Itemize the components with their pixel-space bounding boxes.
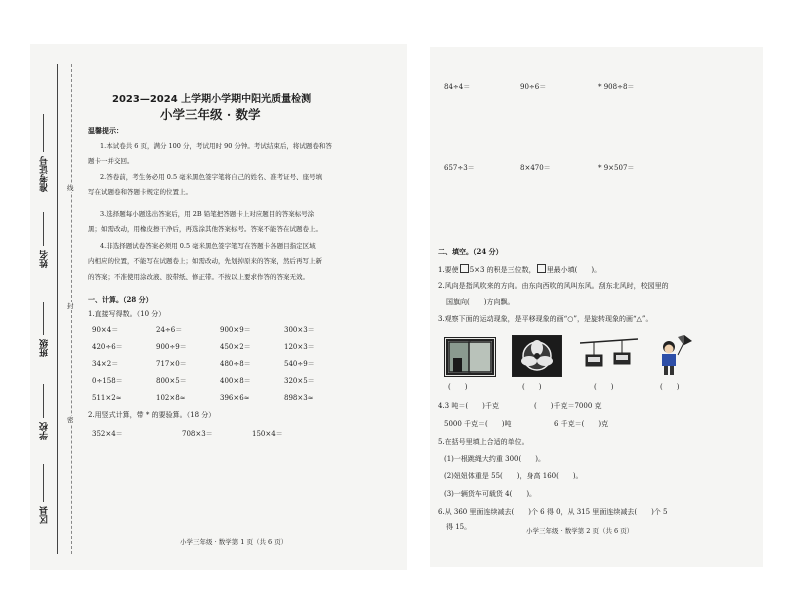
notice-line: 1.本试卷共 6 页，满分 100 分，考试用时 90 分钟。考试结束后，将试题卷和答 xyxy=(100,142,332,150)
vertical-calc-item: * 9×507＝ xyxy=(598,164,635,172)
rotating-fan-icon xyxy=(513,336,561,376)
notice-line: 3.选择题每小题选出答案后，用 2B 铅笔把答题卡上对应题目的答案标号涂 xyxy=(100,210,315,218)
vertical-calc-item: 708×3＝ xyxy=(182,430,213,438)
notice-heading: 温馨提示： xyxy=(88,126,123,135)
school-blank xyxy=(43,384,44,418)
fill-q5-item: (1)一根跳绳大约重 300( )。 xyxy=(444,455,545,463)
exam-no-label: 准考证号 xyxy=(40,156,50,192)
oral-calc-item: 900×9＝ xyxy=(220,326,251,334)
oral-calc-item: 450×2＝ xyxy=(220,343,251,351)
answer-blank[interactable]: ( ) xyxy=(522,383,542,391)
oral-calc-item: 102×8≈ xyxy=(156,394,186,402)
pinwheel-child-picture xyxy=(654,333,694,377)
vertical-calc-item: 657÷3＝ xyxy=(444,164,475,172)
oral-calc-item: 511×2≈ xyxy=(92,394,122,402)
vertical-calc-item: 84÷4＝ xyxy=(444,83,471,91)
oral-calc-item: 320×5＝ xyxy=(284,377,315,385)
vertical-calc-item: * 908÷8＝ xyxy=(598,83,635,91)
fill-q2-line: 2.风向是指风吹来的方向。由东向西吹的风叫东风。刮东北风时，校园里的 xyxy=(438,282,669,290)
sliding-window-icon xyxy=(445,338,495,376)
vertical-calc-item: 90÷6＝ xyxy=(520,83,547,91)
fill-q3: 3.观察下面的运动现象，是平移现象的画“○”，是旋转现象的画“△”。 xyxy=(438,315,653,323)
fill-q6-line: 得 15。 xyxy=(446,523,472,531)
seal-mark-line: 线 xyxy=(67,184,74,192)
oral-calc-item: 480÷8＝ xyxy=(220,360,251,368)
notice-line: 2.答卷前，考生务必用 0.5 毫米黑色签字笔将自己的姓名、准考证号、座号填 xyxy=(100,173,323,181)
section1-heading: 一、计算。（28 分） xyxy=(88,295,153,304)
oral-calc-item: 300×3＝ xyxy=(284,326,315,334)
oral-calc-item: 0÷158＝ xyxy=(92,377,123,385)
fill-q5: 5.在括号里填上合适的单位。 xyxy=(438,438,529,446)
vertical-calc-item: 352×4＝ xyxy=(92,430,123,438)
fill-q4-item: 6 千克＝( )克 xyxy=(554,420,609,428)
district-blank xyxy=(43,464,44,502)
q2-label: 2.用竖式计算，带 * 的要验算。（18 分） xyxy=(88,411,216,419)
page-footer: 小学三年级 · 数学第 2 页（共 6 页） xyxy=(526,527,634,535)
oral-calc-item: 898×3≈ xyxy=(284,394,314,402)
fill-q1-post: 里最小填( )。 xyxy=(546,266,602,274)
fill-q4-item: 4.3 吨＝( )千克 xyxy=(438,402,499,410)
notice-line: 写在试题卷和答题卡规定的位置上。 xyxy=(88,188,192,196)
notice-line: 题卡一并交回。 xyxy=(88,157,134,165)
vertical-calc-item: 8×470＝ xyxy=(520,164,551,172)
student-name-label: 姓名 xyxy=(40,250,50,268)
exam-no-blank xyxy=(43,114,44,152)
oral-calc-item: 90×4＝ xyxy=(92,326,119,334)
class-blank xyxy=(43,302,44,335)
oral-calc-item: 717×0＝ xyxy=(156,360,187,368)
fill-q4-item: ( )千克＝7000 克 xyxy=(534,402,602,410)
oral-calc-item: 396×6≈ xyxy=(220,394,250,402)
cable-car-picture xyxy=(580,335,638,375)
exam-page-2 xyxy=(430,47,763,567)
page-footer: 小学三年级 · 数学第 1 页（共 6 页） xyxy=(180,538,288,546)
answer-blank[interactable]: ( ) xyxy=(594,383,614,391)
answer-blank[interactable]: ( ) xyxy=(660,383,680,391)
district-label: 区县 xyxy=(40,506,50,524)
fill-q2-line: 国旗向( )方向飘。 xyxy=(446,298,515,306)
fan-rotation-picture xyxy=(512,335,562,377)
answer-blank[interactable]: ( ) xyxy=(448,383,468,391)
name-blank xyxy=(43,212,44,246)
fill-q5-item: (3)一辆货车可载货 4( )。 xyxy=(444,490,537,498)
fill-q1-mid: 5×3 的积是三位数， xyxy=(469,266,536,274)
sliding-window-picture xyxy=(444,337,496,377)
oral-calc-item: 34×2＝ xyxy=(92,360,119,368)
oral-calc-item: 540÷9＝ xyxy=(284,360,315,368)
sidebar-border-line xyxy=(57,64,58,554)
q1-label: 1.直接写得数。（10 分） xyxy=(88,310,166,318)
class-label: 班级 xyxy=(40,339,50,357)
digit-box xyxy=(537,264,546,273)
seal-mark-secret: 密 xyxy=(67,416,74,424)
oral-calc-item: 420÷6＝ xyxy=(92,343,123,351)
exam-title: 2023—2024 上学期小学期中阳光质量检测 xyxy=(112,94,312,105)
school-label: 学校 xyxy=(40,422,50,440)
notice-line: 的答案；不准使用涂改液、胶带纸、修正带。不按以上要求作答的答案无效。 xyxy=(88,273,309,281)
fill-q5-item: (2)妞妞体重是 55( )，身高 160( )。 xyxy=(444,472,583,480)
fill-q1-pre: 1.要使 xyxy=(438,266,459,274)
exam-subtitle: 小学三年级 · 数学 xyxy=(160,107,261,122)
notice-line: 内相应的位置，不能写在试题卷上；如需改动，先划掉原来的答案，然后再写上新 xyxy=(88,257,322,265)
fill-q4-item: 5000 千克＝( )吨 xyxy=(444,420,512,428)
exam-page-1 xyxy=(30,44,407,570)
oral-calc-item: 400×8＝ xyxy=(220,377,251,385)
oral-calc-item: 24÷6＝ xyxy=(156,326,183,334)
oral-calc-item: 900÷9＝ xyxy=(156,343,187,351)
notice-line: 4.非选择题试卷答案必须用 0.5 毫米黑色签字笔写在答题卡各题目指定区域 xyxy=(100,242,316,250)
notice-line: 黑；如需改动，用橡皮擦干净后，再选涂其他答案标号。答案不能答在试题卷上。 xyxy=(88,225,322,233)
vertical-calc-item: 150×4＝ xyxy=(252,430,283,438)
oral-calc-item: 800×5＝ xyxy=(156,377,187,385)
digit-box xyxy=(460,264,469,273)
oral-calc-item: 120×3＝ xyxy=(284,343,315,351)
fill-q6-line: 6.从 360 里面连续减去( )个 6 得 0，从 315 里面连续减去( )个 5 xyxy=(438,508,668,516)
fill-q1 xyxy=(438,264,601,275)
cable-car-icon xyxy=(580,335,638,375)
section2-heading: 二、填空。（24 分） xyxy=(438,247,503,256)
pinwheel-icon xyxy=(654,333,694,377)
seal-mark-seal: 封 xyxy=(67,302,74,310)
